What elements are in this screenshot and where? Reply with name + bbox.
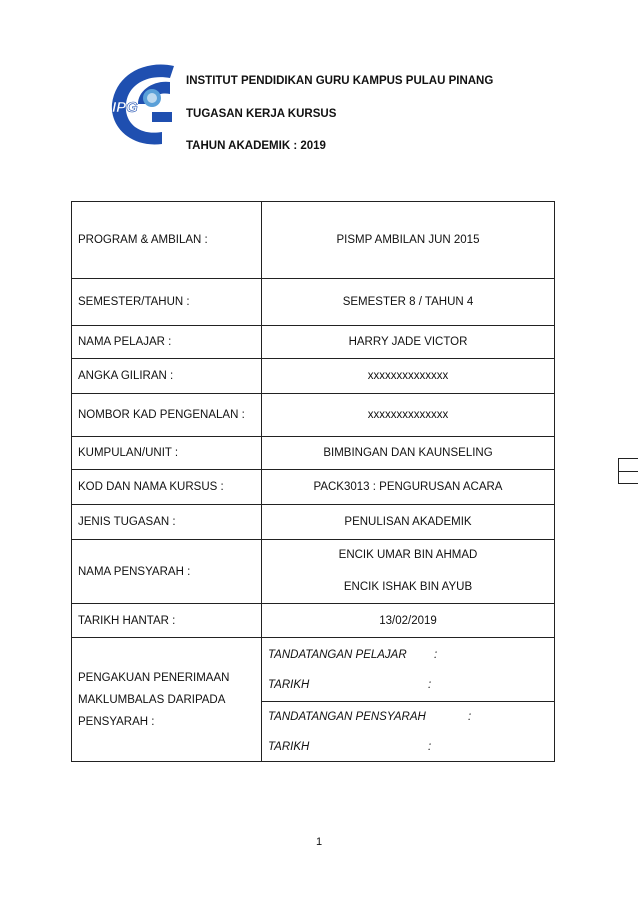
ipg-logo: [108, 62, 178, 148]
group-value: BIMBINGAN DAN KAUNSELING: [262, 437, 555, 470]
lecturer-values: [262, 540, 555, 604]
ack-label-line-3: PENSYARAH :: [78, 715, 155, 728]
row-submit-date: [72, 604, 555, 638]
row-course: [72, 470, 555, 505]
lecturer-date-colon: :: [428, 740, 432, 753]
row-group: [72, 437, 555, 470]
academic-year: TAHUN AKADEMIK : 2019: [186, 140, 326, 152]
row-program: [72, 202, 555, 279]
index-no-value: xxxxxxxxxxxxxx: [262, 359, 555, 394]
cover-info-table: [71, 201, 555, 762]
course-value: PACK3013 : PENGURUSAN ACARA: [262, 470, 555, 505]
row-ack-student: [72, 638, 555, 702]
student-signature-cell: [262, 638, 555, 702]
task-type-value: PENULISAN AKADEMIK: [262, 505, 555, 540]
lecturer-name-1: ENCIK UMAR BIN AHMAD: [338, 549, 478, 561]
course-label: KOD DAN NAMA KURSUS :: [72, 470, 262, 505]
program-value: PISMP AMBILAN JUN 2015: [262, 202, 555, 279]
semester-label: SEMESTER/TAHUN :: [72, 279, 262, 326]
index-no-label: ANGKA GILIRAN :: [72, 359, 262, 394]
lecturer-date-label: TARIKH: [268, 740, 310, 753]
lecturer-name-2: ENCIK ISHAK BIN AYUB: [343, 580, 473, 593]
ack-label-line-1: PENGAKUAN PENERIMAAN: [78, 671, 230, 684]
student-date-label: TARIKH: [268, 678, 310, 691]
lecturer-signature-label: TANDATANGAN PENSYARAH: [268, 710, 426, 723]
submit-date-value: 13/02/2019: [262, 604, 555, 638]
acknowledgement-label: [72, 638, 262, 762]
row-index-no: [72, 359, 555, 394]
student-name-value: HARRY JADE VICTOR: [262, 326, 555, 359]
ic-no-label: NOMBOR KAD PENGENALAN :: [72, 394, 262, 437]
semester-value: SEMESTER 8 / TAHUN 4: [262, 279, 555, 326]
ipg-logo-graphic: [108, 62, 178, 148]
lecturer-signature-cell: [262, 702, 555, 762]
submit-date-label: TARIKH HANTAR :: [72, 604, 262, 638]
institution-name: INSTITUT PENDIDIKAN GURU KAMPUS PULAU PINANG: [186, 75, 494, 87]
group-label: KUMPULAN/UNIT :: [72, 437, 262, 470]
row-task-type: [72, 505, 555, 540]
ack-label-line-2: MAKLUMBALAS DARIPADA: [78, 693, 226, 706]
logo-text: IPG: [112, 99, 138, 116]
program-label: PROGRAM & AMBILAN :: [72, 202, 262, 279]
page-number: 1: [315, 836, 323, 848]
student-name-label: NAMA PELAJAR :: [72, 326, 262, 359]
ic-no-value: xxxxxxxxxxxxxx: [262, 394, 555, 437]
student-signature-label: TANDATANGAN PELAJAR: [268, 648, 407, 661]
lecturer-label: NAMA PENSYARAH :: [72, 540, 262, 604]
lecturer-signature-colon: :: [468, 710, 472, 723]
row-semester: [72, 279, 555, 326]
task-type-label: JENIS TUGASAN :: [72, 505, 262, 540]
edge-table-fragment: [618, 458, 638, 484]
row-student-name: [72, 326, 555, 359]
assignment-title: TUGASAN KERJA KURSUS: [186, 108, 337, 120]
row-lecturer: [72, 540, 555, 604]
row-ic-no: [72, 394, 555, 437]
student-signature-colon: :: [434, 648, 438, 661]
student-date-colon: :: [428, 678, 432, 691]
